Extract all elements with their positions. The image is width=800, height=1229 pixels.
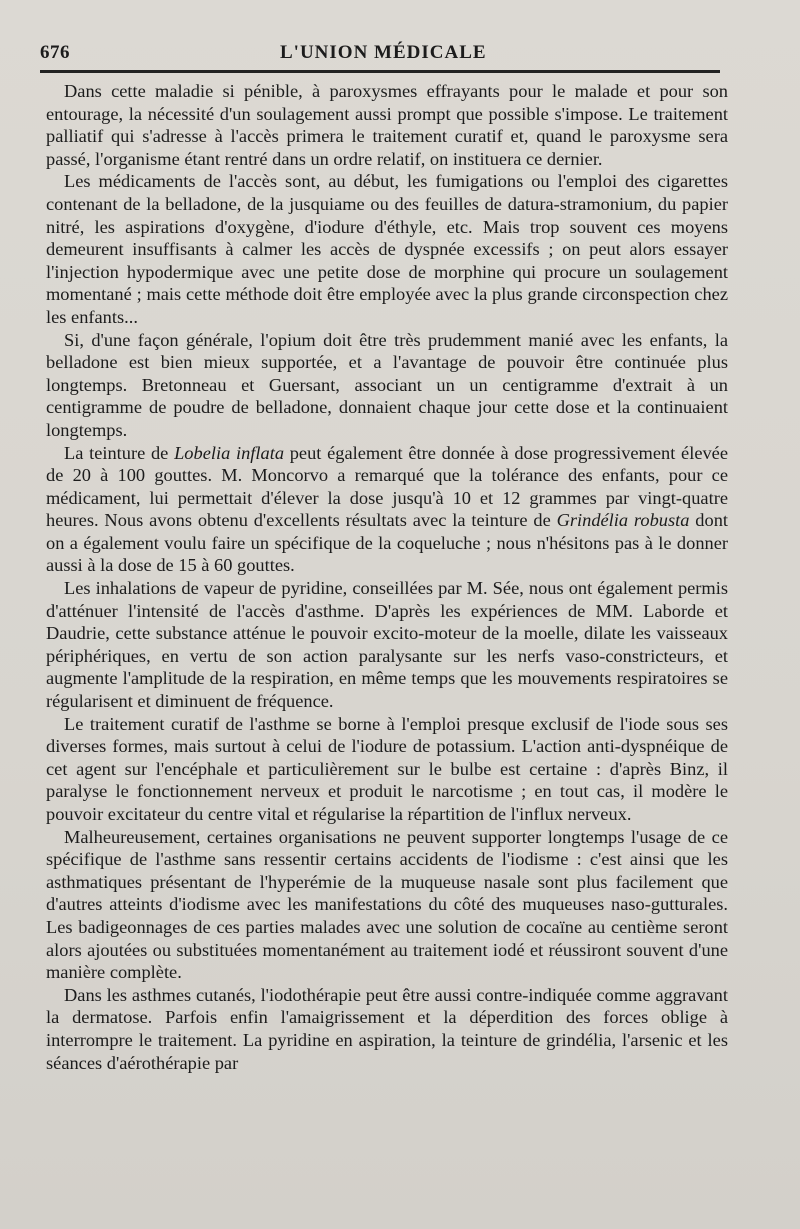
paragraph-4 [46,442,728,578]
paragraph-2: Les médicaments de l'accès sont, au début, les fumigations ou l'emploi des cigarettes contenant de la belladone, de la jusquiame ou des feuilles de datura-stramonium, du papier nitré, les aspirations d'oxygène, d'iodure d'éthyle, etc. Mais trop souvent ces moyens demeurent insuffisants à calmer les accès de dyspnée excessifs ; on peut alors essayer l'injection hypodermique avec une petite dose de morphine qui procure un soulagement momentané ; mais cette méthode doit être employée avec la plus grande circonspection chez les enfants... [46,171,728,327]
paragraph-4-mid: peut également être donnée à dose progressivement élevée de 20 à 100 gouttes. M. Moncorvo a remarqué que la tolérance des enfants, pour ce médicament, lui permettait d'élever la dose jusqu'à 10 et 12 grammes par vingt-quatre heures. Nous avons obtenu d'excellents résultats avec la teinture de [46,442,728,531]
paragraph-3: Si, d'une façon générale, l'opium doit être très prudemment manié avec les enfants, la belladone est bien mieux supportée, et a l'avantage de pouvoir être continuée plus longtemps. Bretonneau et Guersant, associant un un centigramme d'extrait à un centigramme de poudre de belladone, donnaient chaque jour cette dose et la continuaient longtemps. [46,329,728,440]
species-name-grindelia: Grindélia robusta [556,510,690,531]
header-rule [40,70,720,73]
paragraph-5: Les inhalations de vapeur de pyridine, conseillées par M. Sée, nous ont également permis d'atténuer l'intensité de l'accès d'asthme. D'après les expériences de MM. Laborde et Daudrie, cette substance atténue le pouvoir excito-moteur de la moelle, dilate les vaisseaux périphériques, en vertu de son action paralysante sur les nerfs vaso-constricteurs, et augmente l'amplitude de la respiration, en même temps que les mouvements respiratoires se régularisent et diminuent de fréquence. [46,578,728,712]
paragraph-7: Malheureusement, certaines organisations ne peuvent supporter longtemps l'usage de ce spécifique de l'asthme sans ressentir certains accidents de l'iodisme : c'est ainsi que les asthmatiques présentant de l'hyperémie de la muqueuse nasale sont plus facilement que d'autres atteints d'iodisme avec les manifestations du côté des muqueuses naso-gutturales. Les badigeonnages de ces parties malades avec une solution de cocaïne au centième seront alors ajoutées ou substituées momentanément au traitement iodé et réussiront souvent d'une manière complète. [46,826,728,983]
paragraph-6: Le traitement curatif de l'asthme se borne à l'emploi presque exclusif de l'iode sous ses diverses formes, mais surtout à celui de l'iodure de potassium. L'action anti-dyspnéique de cet agent sur l'encéphale et particulièrement sur le bulbe est certaine : d'après Binz, il paralyse le fonctionnement nerveux et produit le narcotisme ; en tout cas, il modère le pouvoir excitateur du centre vital et régularise la répartition de l'influx nerveux. [46,713,728,824]
paragraph-4-pre: La teinture de [64,442,175,463]
page-header [40,38,740,68]
paragraph-8: Dans les asthmes cutanés, l'iodothérapie peut être aussi contre-indiquée comme aggravant la dermatose. Parfois enfin l'amaigrissement et la déperdition des forces oblige à interrompre le traitement. La pyridine en aspiration, la teinture de grindélia, l'arsenic et les séances d'aérothérapie par [46,984,728,1073]
page-number: 676 [40,42,70,63]
paragraph-4-post: dont on a également voulu faire un spécifique de la coqueluche ; nous n'hésitons pas à le donner aussi à la dose de 15 à 60 gouttes. [46,510,729,576]
body-text [46,80,728,1074]
paragraph-1: Dans cette maladie si pénible, à paroxysmes effrayants pour le malade et pour son entourage, la nécessité d'un soulagement aussi prompt que possible s'impose. Le traitement palliatif qui s'adresse à l'accès primera le traitement curatif et, quand le paroxysme sera passé, l'organisme étant rentré dans un ordre relatif, on instituera ce dernier. [46,81,728,169]
running-title: L'UNION MÉDICALE [280,42,487,63]
species-name-lobelia: Lobelia inflata [174,442,285,463]
